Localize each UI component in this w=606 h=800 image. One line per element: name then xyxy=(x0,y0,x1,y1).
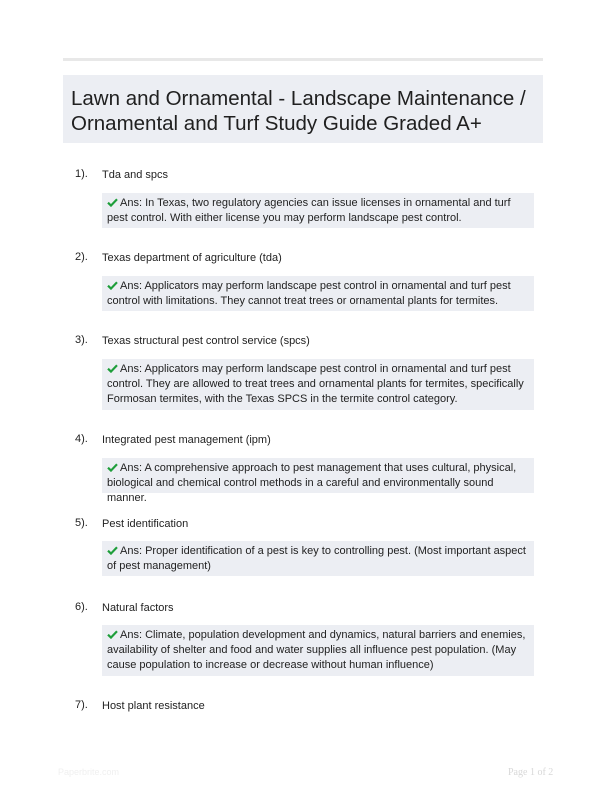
answer-box xyxy=(102,458,534,504)
question-number: 3). xyxy=(75,334,88,346)
check-icon xyxy=(107,198,118,207)
question-number: 7). xyxy=(75,699,88,711)
question-number: 6). xyxy=(75,601,88,613)
question-number: 1). xyxy=(75,168,88,180)
title-banner xyxy=(63,75,543,143)
question-text: Pest identification xyxy=(102,518,189,530)
check-icon xyxy=(107,463,118,472)
answer-text: Ans: Climate, population development and dynamics, natural barriers and enemies, availability of shelter and food and water supplies all influence pest population. (May cause population to increase or decrease without human influence) xyxy=(107,629,526,671)
question-number: 2). xyxy=(75,251,88,263)
question-text: Integrated pest management (ipm) xyxy=(102,434,271,446)
question-text: Tda and spcs xyxy=(102,169,169,181)
question-number: 5). xyxy=(75,517,88,529)
question-number: 4). xyxy=(75,433,88,445)
question-text: Host plant resistance xyxy=(102,700,205,712)
page-number: Page 1 of 2 xyxy=(508,767,554,778)
answer-text: Ans: Applicators may perform landscape pest control in ornamental and turf pest control with limitations. They cannot treat trees or ornamental plants for termites. xyxy=(107,280,511,307)
answer-box xyxy=(102,625,534,676)
answer-text: Ans: Applicators may perform landscape pest control in ornamental and turf pest control. They are allowed to treat trees and ornamental plants for termites, specifically Formosan termites, with the Texas SPCS in the termite control category. xyxy=(107,363,524,405)
answer-text: Ans: A comprehensive approach to pest management that uses cultural, physical, biological and chemical control methods in a careful and environmentally sound manner. xyxy=(107,462,517,504)
question-text: Texas department of agriculture (tda) xyxy=(102,252,282,264)
answer-box xyxy=(102,359,534,410)
answer-box xyxy=(102,193,534,228)
page-title: Lawn and Ornamental - Landscape Maintenance / Ornamental and Turf Study Guide Graded A+ xyxy=(71,87,526,135)
check-icon xyxy=(107,546,118,555)
answer-text: Ans: In Texas, two regulatory agencies can issue licenses in ornamental and turf pest control. With either license you may perform landscape pest control. xyxy=(107,197,511,224)
check-icon xyxy=(107,281,118,290)
question-text: Texas structural pest control service (spcs) xyxy=(102,335,310,347)
footer-watermark: Paperbrite.com xyxy=(58,767,120,777)
check-icon xyxy=(107,630,118,639)
answer-box xyxy=(102,276,534,311)
answer-box xyxy=(102,541,534,576)
top-divider xyxy=(63,58,543,61)
question-text: Natural factors xyxy=(102,602,174,614)
check-icon xyxy=(107,364,118,373)
answer-text: Ans: Proper identification of a pest is key to controlling pest. (Most important aspect of pest management) xyxy=(107,545,526,572)
